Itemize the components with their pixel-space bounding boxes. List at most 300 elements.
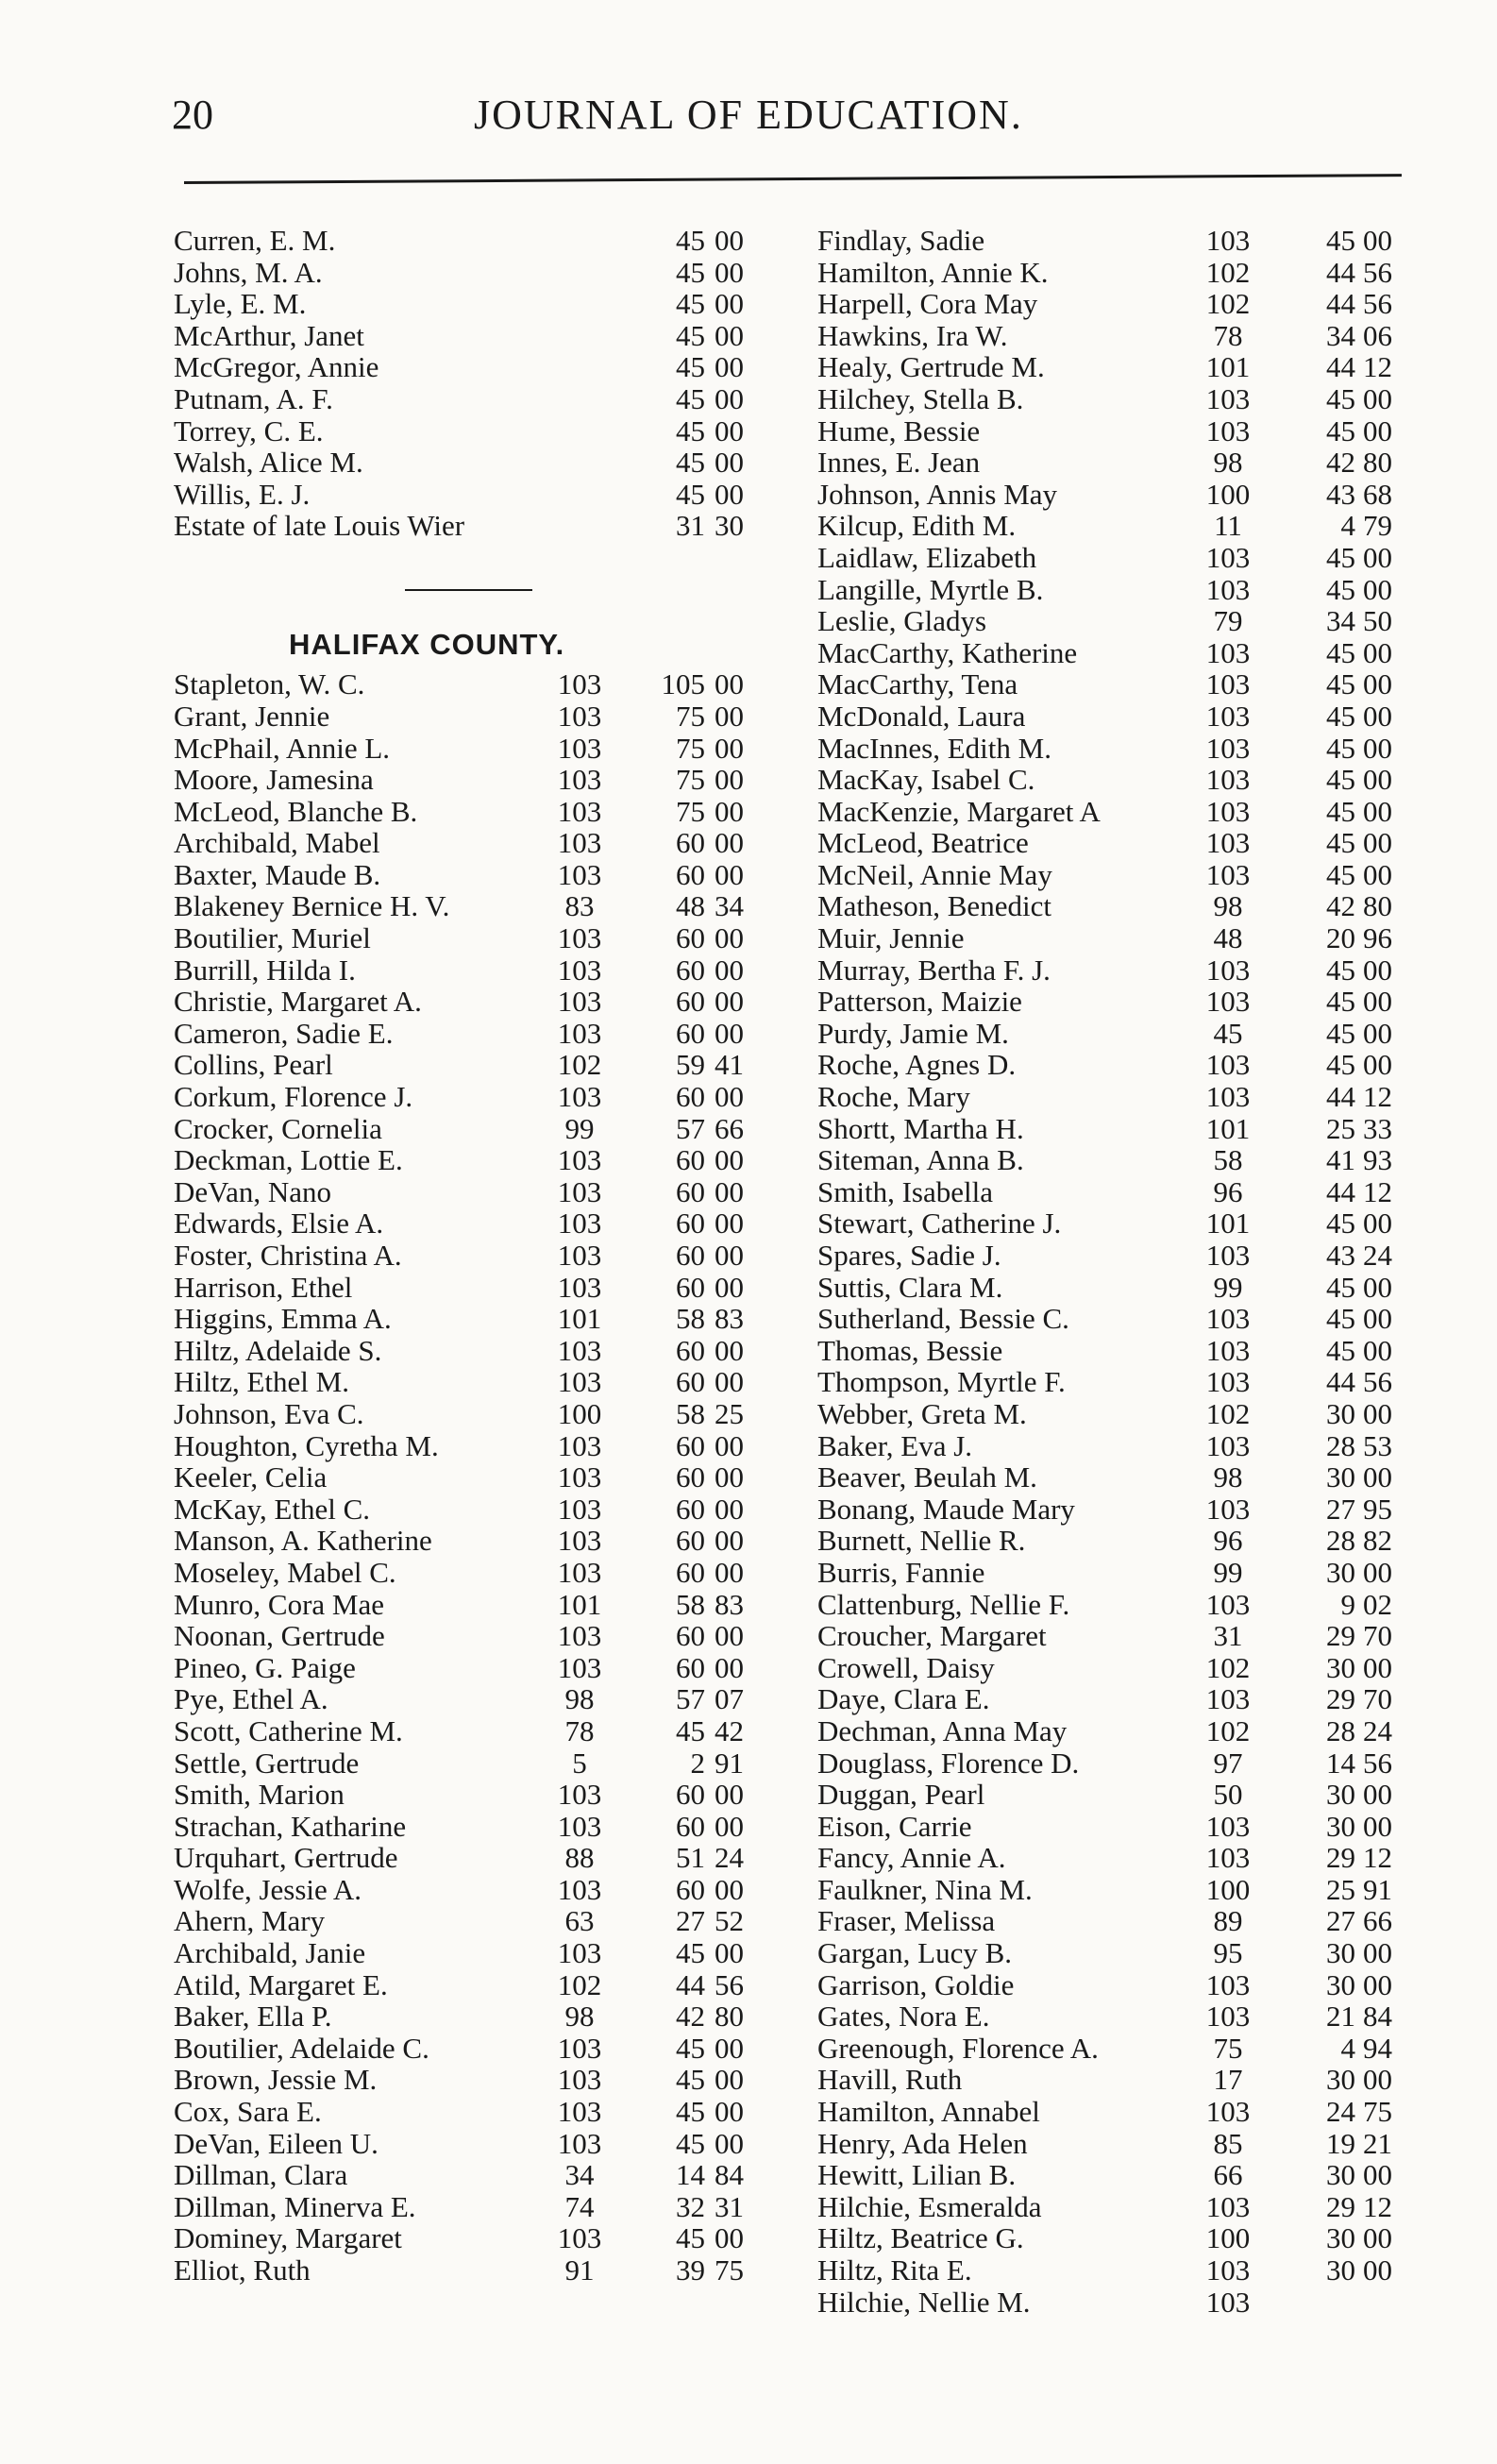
- days-taught: 101: [557, 1587, 602, 1621]
- teacher-name: Douglass, Florence D.: [817, 1746, 1080, 1780]
- grant-cents: 00: [715, 1872, 744, 1906]
- grant-dollars: 45: [676, 477, 705, 511]
- grant-cents: 00: [1363, 2253, 1392, 2287]
- grant-cents: 00: [1363, 1016, 1392, 1050]
- teacher-name: Leslie, Gladys: [817, 604, 987, 638]
- days-taught: 103: [557, 1619, 602, 1653]
- table-row: [817, 1018, 1421, 1050]
- teacher-name: Innes, E. Jean: [817, 446, 981, 480]
- days-taught: 103: [1205, 635, 1251, 669]
- table-row: [174, 1018, 778, 1050]
- grant-cents: 12: [1363, 2189, 1392, 2223]
- days-taught: 91: [564, 2253, 595, 2287]
- grant-cents: 66: [1363, 1904, 1392, 1938]
- table-row: [174, 1874, 778, 1906]
- grant-cents: 21: [1363, 2126, 1392, 2160]
- grant-cents: 00: [715, 1365, 744, 1399]
- days-taught: 98: [1213, 1460, 1243, 1494]
- teacher-name: Boutilier, Adelaide C.: [174, 2031, 429, 2065]
- grant-dollars: 57: [676, 1111, 705, 1145]
- grant-dollars: 45: [1326, 857, 1355, 891]
- teacher-name: Cox, Sara E.: [174, 2095, 322, 2129]
- table-row: [174, 954, 778, 987]
- grant-dollars: 45: [676, 2126, 705, 2160]
- grant-dollars: 34: [1326, 604, 1355, 638]
- grant-cents: 00: [1363, 413, 1392, 447]
- grant-dollars: 105: [661, 667, 705, 701]
- teacher-name: Torrey, C. E.: [174, 413, 324, 447]
- table-row: [817, 1081, 1421, 1113]
- grant-dollars: 58: [676, 1302, 705, 1336]
- days-taught: 103: [557, 1143, 602, 1177]
- grant-dollars: 20: [1326, 921, 1355, 955]
- teacher-name: Dominey, Margaret: [174, 2221, 402, 2255]
- teacher-name: Pye, Ethel A.: [174, 1682, 328, 1716]
- grant-cents: 56: [1363, 1746, 1392, 1780]
- grant-cents: 00: [1363, 1778, 1392, 1812]
- grant-dollars: 34: [1326, 318, 1355, 352]
- table-row: [817, 415, 1421, 447]
- grant-dollars: 60: [676, 1270, 705, 1304]
- grant-dollars: 60: [676, 1174, 705, 1208]
- grant-cents: 00: [1363, 953, 1392, 987]
- days-taught: 31: [1213, 1619, 1243, 1653]
- days-taught: 103: [557, 921, 602, 955]
- table-row: [174, 2222, 778, 2254]
- table-row: [174, 288, 778, 320]
- table-row: [174, 383, 778, 415]
- teacher-name: Baker, Ella P.: [174, 2000, 332, 2034]
- table-row: [174, 1081, 778, 1113]
- days-taught: 103: [1205, 1048, 1251, 1082]
- table-row: [174, 1144, 778, 1176]
- days-taught: 103: [557, 1460, 602, 1494]
- grant-dollars: 44: [1326, 1365, 1355, 1399]
- days-taught: 103: [1205, 2000, 1251, 2034]
- days-taught: 48: [1213, 921, 1243, 955]
- days-taught: 103: [1205, 667, 1251, 701]
- table-row: [174, 1240, 778, 1272]
- days-taught: 101: [1205, 350, 1251, 384]
- table-row: [817, 1589, 1421, 1621]
- days-taught: 98: [564, 2000, 595, 2034]
- grant-cents: 68: [1363, 477, 1392, 511]
- teacher-name: Boutilier, Muriel: [174, 921, 371, 955]
- teacher-name: Murray, Bertha F. J.: [817, 953, 1051, 987]
- days-taught: 103: [1205, 2285, 1251, 2319]
- grant-cents: 00: [1363, 1207, 1392, 1240]
- table-row: [817, 1811, 1421, 1843]
- days-taught: 103: [557, 857, 602, 891]
- teacher-name: MacInnes, Edith M.: [817, 731, 1051, 765]
- days-taught: 102: [557, 1048, 602, 1082]
- days-taught: 103: [1205, 1080, 1251, 1114]
- table-row: [174, 1525, 778, 1557]
- days-taught: 100: [1205, 477, 1251, 511]
- days-taught: 103: [557, 985, 602, 1019]
- days-taught: 83: [564, 889, 595, 923]
- grant-dollars: 75: [676, 794, 705, 828]
- grant-dollars: 45: [1326, 794, 1355, 828]
- grant-dollars: 42: [1326, 446, 1355, 480]
- days-taught: 88: [564, 1841, 595, 1875]
- table-row: [174, 733, 778, 765]
- grant-dollars: 45: [676, 2031, 705, 2065]
- grant-cents: 00: [1363, 2221, 1392, 2255]
- grant-dollars: 60: [676, 857, 705, 891]
- table-row: [817, 1240, 1421, 1272]
- grant-dollars: 60: [676, 826, 705, 860]
- left-column: [174, 225, 778, 2287]
- teacher-name: Atild, Margaret E.: [174, 1967, 388, 2001]
- table-row: [817, 2254, 1421, 2287]
- days-taught: 98: [564, 1682, 595, 1716]
- days-taught: 103: [1205, 731, 1251, 765]
- grant-dollars: 45: [676, 381, 705, 415]
- table-row: [817, 1715, 1421, 1747]
- grant-dollars: 45: [1326, 731, 1355, 765]
- grant-dollars: 45: [676, 224, 705, 257]
- table-row: [174, 351, 778, 383]
- teacher-name: Houghton, Cyretha M.: [174, 1428, 439, 1462]
- days-taught: 102: [1205, 1713, 1251, 1747]
- teacher-name: Patterson, Maizie: [817, 985, 1022, 1019]
- table-row: [817, 733, 1421, 765]
- table-row: [817, 320, 1421, 352]
- grant-dollars: 60: [676, 1492, 705, 1526]
- grant-cents: 24: [1363, 1713, 1392, 1747]
- teacher-name: Langille, Myrtle B.: [817, 572, 1044, 606]
- table-row: [817, 859, 1421, 891]
- grant-cents: 00: [715, 857, 744, 891]
- days-taught: 58: [1213, 1143, 1243, 1177]
- grant-dollars: 60: [676, 1207, 705, 1240]
- grant-dollars: 27: [676, 1904, 705, 1938]
- table-row: [817, 1144, 1421, 1176]
- table-row: [174, 1335, 778, 1367]
- grant-dollars: 75: [676, 731, 705, 765]
- table-row: [174, 1557, 778, 1589]
- table-row: [817, 1874, 1421, 1906]
- grant-cents: 82: [1363, 1524, 1392, 1558]
- grant-cents: 12: [1363, 1841, 1392, 1875]
- teacher-name: Ahern, Mary: [174, 1904, 326, 1938]
- days-taught: 103: [557, 1270, 602, 1304]
- table-row: [817, 574, 1421, 606]
- grant-cents: 00: [715, 413, 744, 447]
- grant-cents: 00: [715, 921, 744, 955]
- table-row: [817, 2222, 1421, 2254]
- days-taught: 96: [1213, 1524, 1243, 1558]
- table-row: [817, 1969, 1421, 2001]
- days-taught: 99: [1213, 1555, 1243, 1589]
- teacher-name: Fancy, Annie A.: [817, 1841, 1006, 1875]
- grant-dollars: 43: [1326, 1239, 1355, 1272]
- grant-dollars: 45: [1326, 413, 1355, 447]
- grant-cents: 96: [1363, 921, 1392, 955]
- grant-cents: 00: [1363, 1048, 1392, 1082]
- grant-cents: 00: [715, 1239, 744, 1272]
- days-taught: 103: [1205, 985, 1251, 1019]
- teacher-name: Fraser, Melissa: [817, 1904, 996, 1938]
- table-row: [817, 1842, 1421, 1874]
- teacher-name: Cameron, Sadie E.: [174, 1016, 394, 1050]
- teacher-name: Hilchie, Nellie M.: [817, 2285, 1031, 2319]
- grant-cents: 95: [1363, 1492, 1392, 1526]
- grant-dollars: 14: [1326, 1746, 1355, 1780]
- grant-dollars: 75: [676, 763, 705, 797]
- grant-dollars: 57: [676, 1682, 705, 1716]
- teacher-name: McDonald, Laura: [817, 699, 1026, 733]
- teacher-name: Pineo, G. Paige: [174, 1650, 356, 1684]
- days-taught: 100: [1205, 1872, 1251, 1906]
- grant-dollars: 45: [676, 2095, 705, 2129]
- grant-dollars: 19: [1326, 2126, 1355, 2160]
- grant-cents: 00: [715, 731, 744, 765]
- days-taught: 103: [1205, 1841, 1251, 1875]
- grant-dollars: 30: [1326, 1650, 1355, 1684]
- grant-cents: 00: [715, 1333, 744, 1367]
- grant-cents: 70: [1363, 1619, 1392, 1653]
- teacher-name: Scott, Catherine M.: [174, 1713, 403, 1747]
- teacher-name: MacCarthy, Tena: [817, 667, 1018, 701]
- table-row: [174, 1779, 778, 1811]
- grant-cents: 75: [715, 2253, 744, 2287]
- table-row: [174, 447, 778, 479]
- days-taught: 103: [557, 1365, 602, 1399]
- grant-cents: 33: [1363, 1111, 1392, 1145]
- days-taught: 103: [1205, 2253, 1251, 2287]
- days-taught: 5: [572, 1746, 587, 1780]
- grant-cents: 02: [1363, 1587, 1392, 1621]
- days-taught: 102: [1205, 1396, 1251, 1430]
- grant-cents: 00: [715, 1016, 744, 1050]
- table-row: [817, 1207, 1421, 1240]
- grant-dollars: 32: [676, 2189, 705, 2223]
- grant-dollars: 60: [676, 1778, 705, 1812]
- table-row: [174, 257, 778, 289]
- teacher-name: Johnson, Eva C.: [174, 1396, 364, 1430]
- grant-cents: 24: [715, 1841, 744, 1875]
- grant-cents: 52: [715, 1904, 744, 1938]
- teacher-name: Strachan, Katharine: [174, 1809, 407, 1843]
- grant-dollars: 60: [676, 985, 705, 1019]
- days-taught: 103: [1205, 381, 1251, 415]
- teacher-name: Kilcup, Edith M.: [817, 509, 1017, 543]
- table-row: [174, 2191, 778, 2223]
- grant-dollars: 45: [1326, 667, 1355, 701]
- days-taught: 103: [1205, 1492, 1251, 1526]
- grant-dollars: 45: [676, 1713, 705, 1747]
- teacher-name: Collins, Pearl: [174, 1048, 333, 1082]
- grant-dollars: 60: [676, 1524, 705, 1558]
- table-row: [817, 1905, 1421, 1937]
- table-row: [174, 1398, 778, 1430]
- days-taught: 103: [557, 1524, 602, 1558]
- grant-cents: 00: [1363, 857, 1392, 891]
- days-taught: 75: [1213, 2031, 1243, 2065]
- grant-dollars: 44: [1326, 287, 1355, 321]
- days-taught: 103: [557, 699, 602, 733]
- table-row: [174, 1747, 778, 1780]
- teacher-name: Wolfe, Jessie A.: [174, 1872, 362, 1906]
- days-taught: 103: [1205, 826, 1251, 860]
- table-row: [174, 2000, 778, 2033]
- days-taught: 34: [564, 2158, 595, 2192]
- days-taught: 63: [564, 1904, 595, 1938]
- days-taught: 103: [557, 1778, 602, 1812]
- grant-dollars: 60: [676, 1016, 705, 1050]
- grant-dollars: 45: [1326, 985, 1355, 1019]
- short-rule: [405, 589, 532, 591]
- teacher-name: Archibald, Mabel: [174, 826, 380, 860]
- grant-cents: 00: [1363, 1650, 1392, 1684]
- grant-dollars: 25: [1326, 1111, 1355, 1145]
- teacher-name: Curren, E. M.: [174, 224, 336, 257]
- grant-cents: 83: [715, 1302, 744, 1336]
- days-taught: 97: [1213, 1746, 1243, 1780]
- grant-dollars: 45: [1326, 1016, 1355, 1050]
- teacher-name: Havill, Ruth: [817, 2063, 963, 2097]
- days-taught: 103: [1205, 953, 1251, 987]
- grant-dollars: 45: [1326, 763, 1355, 797]
- days-taught: 103: [557, 2095, 602, 2129]
- grant-cents: 70: [1363, 1682, 1392, 1716]
- grant-cents: 00: [1363, 826, 1392, 860]
- table-row: [174, 1430, 778, 1462]
- grant-cents: 83: [715, 1587, 744, 1621]
- grant-cents: 00: [715, 699, 744, 733]
- teacher-name: Healy, Gertrude M.: [817, 350, 1045, 384]
- days-taught: 17: [1213, 2063, 1243, 2097]
- teacher-name: Elliot, Ruth: [174, 2253, 311, 2287]
- table-row: [817, 1176, 1421, 1208]
- grant-dollars: 45: [1326, 1302, 1355, 1336]
- table-row: [817, 637, 1421, 669]
- grant-dollars: 60: [676, 1143, 705, 1177]
- teacher-name: MacKenzie, Margaret A: [817, 794, 1101, 828]
- table-row: [817, 1461, 1421, 1494]
- grant-cents: 00: [715, 1650, 744, 1684]
- grant-dollars: 45: [676, 413, 705, 447]
- teacher-name: Stapleton, W. C.: [174, 667, 365, 701]
- grant-cents: 00: [1363, 699, 1392, 733]
- days-taught: 103: [557, 1872, 602, 1906]
- teacher-name: Smith, Marion: [174, 1778, 345, 1812]
- table-row: [817, 700, 1421, 733]
- table-row: [174, 2128, 778, 2160]
- grant-dollars: 45: [1326, 699, 1355, 733]
- grant-dollars: 25: [1326, 1872, 1355, 1906]
- grant-dollars: 30: [1326, 2063, 1355, 2097]
- grant-dollars: 45: [1326, 826, 1355, 860]
- teacher-name: Brown, Jessie M.: [174, 2063, 378, 2097]
- grant-dollars: 45: [676, 446, 705, 480]
- table-row: [817, 827, 1421, 859]
- section-heading-row: [174, 605, 778, 668]
- table-row: [174, 2159, 778, 2191]
- grant-dollars: 4: [1340, 2031, 1355, 2065]
- grant-cents: 80: [1363, 446, 1392, 480]
- teacher-name: Hiltz, Adelaide S.: [174, 1333, 382, 1367]
- section-divider: [174, 574, 778, 606]
- teacher-name: Sutherland, Bessie C.: [817, 1302, 1069, 1336]
- table-row: [174, 1937, 778, 1969]
- teacher-name: Croucher, Margaret: [817, 1619, 1047, 1653]
- table-row: [174, 225, 778, 257]
- days-taught: 85: [1213, 2126, 1243, 2160]
- table-row: [817, 1779, 1421, 1811]
- days-taught: 103: [1205, 1682, 1251, 1716]
- days-taught: 103: [557, 1207, 602, 1240]
- grant-dollars: 29: [1326, 1619, 1355, 1653]
- grant-cents: 91: [715, 1746, 744, 1780]
- teacher-name: Putnam, A. F.: [174, 381, 333, 415]
- grant-cents: 00: [1363, 667, 1392, 701]
- grant-cents: 42: [715, 1713, 744, 1747]
- table-row: [174, 510, 778, 542]
- grant-dollars: 45: [1326, 1333, 1355, 1367]
- grant-cents: 00: [1363, 1555, 1392, 1589]
- table-row: [174, 922, 778, 954]
- grant-dollars: 45: [1326, 540, 1355, 574]
- days-taught: 103: [1205, 224, 1251, 257]
- teacher-name: Suttis, Clara M.: [817, 1270, 1003, 1304]
- grant-dollars: 30: [1326, 1555, 1355, 1589]
- days-taught: 103: [557, 2031, 602, 2065]
- days-taught: 103: [1205, 1302, 1251, 1336]
- teacher-name: Noonan, Gertrude: [174, 1619, 385, 1653]
- days-taught: 103: [1205, 1333, 1251, 1367]
- grant-cents: 00: [1363, 572, 1392, 606]
- table-row: [174, 668, 778, 700]
- table-row: [174, 1303, 778, 1335]
- days-taught: 103: [557, 1650, 602, 1684]
- days-taught: 103: [557, 1080, 602, 1114]
- grant-cents: 80: [1363, 889, 1392, 923]
- grant-cents: 53: [1363, 1428, 1392, 1462]
- teacher-name: Hume, Bessie: [817, 413, 981, 447]
- days-taught: 103: [1205, 2095, 1251, 2129]
- grant-cents: 00: [715, 1555, 744, 1589]
- table-row: [174, 764, 778, 796]
- days-taught: 50: [1213, 1778, 1243, 1812]
- teacher-name: McPhail, Annie L.: [174, 731, 391, 765]
- grant-cents: 00: [715, 1936, 744, 1970]
- teacher-name: Manson, A. Katherine: [174, 1524, 432, 1558]
- table-row: [817, 1335, 1421, 1367]
- grant-cents: 12: [1363, 1080, 1392, 1114]
- grant-dollars: 44: [1326, 1174, 1355, 1208]
- teacher-name: Gates, Nora E.: [817, 2000, 990, 2034]
- grant-dollars: 60: [676, 1555, 705, 1589]
- teacher-name: Dillman, Clara: [174, 2158, 348, 2192]
- grant-cents: 00: [715, 826, 744, 860]
- table-row: [817, 796, 1421, 828]
- page-number: 20: [172, 92, 213, 138]
- table-row: [817, 2128, 1421, 2160]
- grant-dollars: 28: [1326, 1713, 1355, 1747]
- table-row: [817, 954, 1421, 987]
- table-row: [817, 2000, 1421, 2033]
- table-row: [174, 1589, 778, 1621]
- days-taught: 95: [1213, 1936, 1243, 1970]
- days-taught: 103: [557, 1016, 602, 1050]
- teacher-name: Daye, Clara E.: [817, 1682, 990, 1716]
- days-taught: 103: [557, 1428, 602, 1462]
- grant-cents: 00: [715, 1080, 744, 1114]
- table-row: [817, 257, 1421, 289]
